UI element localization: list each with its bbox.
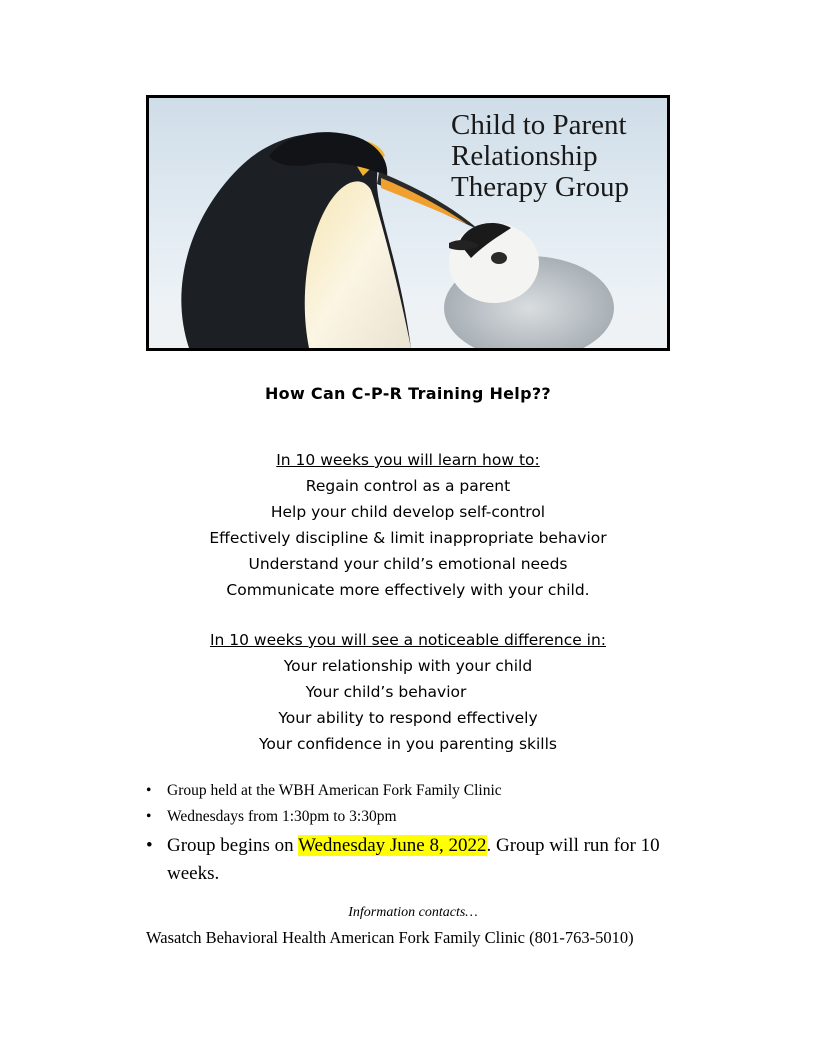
banner-title	[451, 110, 661, 203]
banner-title-line-3: Therapy Group	[451, 171, 629, 203]
bullet-marker: •	[146, 835, 153, 856]
learn-section	[0, 447, 816, 603]
list-item-location	[146, 778, 716, 804]
difference-section	[0, 627, 816, 757]
begins-prefix: Group begins on	[167, 835, 299, 856]
details-list	[146, 778, 716, 888]
difference-item: Your confidence in you parenting skills	[258, 735, 557, 753]
contacts-line: Wasatch Behavioral Health American Fork Family Clinic (801-763-5010)	[146, 928, 634, 947]
location-text: Group held at the WBH American Fork Family Clinic	[167, 782, 502, 799]
learn-item: Effectively discipline & limit inappropriate behavior	[209, 529, 607, 547]
difference-header: In 10 weeks you will see a noticeable difference in:	[209, 631, 607, 649]
learn-item: Understand your child’s emotional needs	[248, 555, 568, 573]
begins-date-highlight: Wednesday June 8, 2022	[298, 835, 487, 856]
contacts-label: Information contacts…	[348, 905, 478, 920]
page-heading: How Can C-P-R Training Help??	[264, 384, 552, 403]
difference-item: Your child’s behavior	[305, 683, 467, 701]
learn-item: Regain control as a parent	[305, 477, 511, 495]
list-item-start-date	[146, 832, 716, 888]
learn-item: Communicate more effectively with your child.	[226, 581, 590, 599]
learn-item: Help your child develop self-control	[270, 503, 546, 521]
begins-suffix: . Group will run for 10 weeks.	[167, 835, 660, 884]
banner	[146, 95, 670, 351]
banner-title-line-2: Relationship	[451, 140, 598, 172]
difference-item: Your relationship with your child	[283, 657, 533, 675]
list-item-schedule	[146, 804, 716, 830]
bullet-marker: •	[146, 782, 152, 799]
difference-item: Your ability to respond effectively	[278, 709, 538, 727]
banner-title-line-1: Child to Parent	[451, 109, 627, 141]
schedule-text: Wednesdays from 1:30pm to 3:30pm	[167, 808, 397, 825]
learn-header: In 10 weeks you will learn how to:	[276, 451, 540, 469]
bullet-marker: •	[146, 808, 152, 825]
